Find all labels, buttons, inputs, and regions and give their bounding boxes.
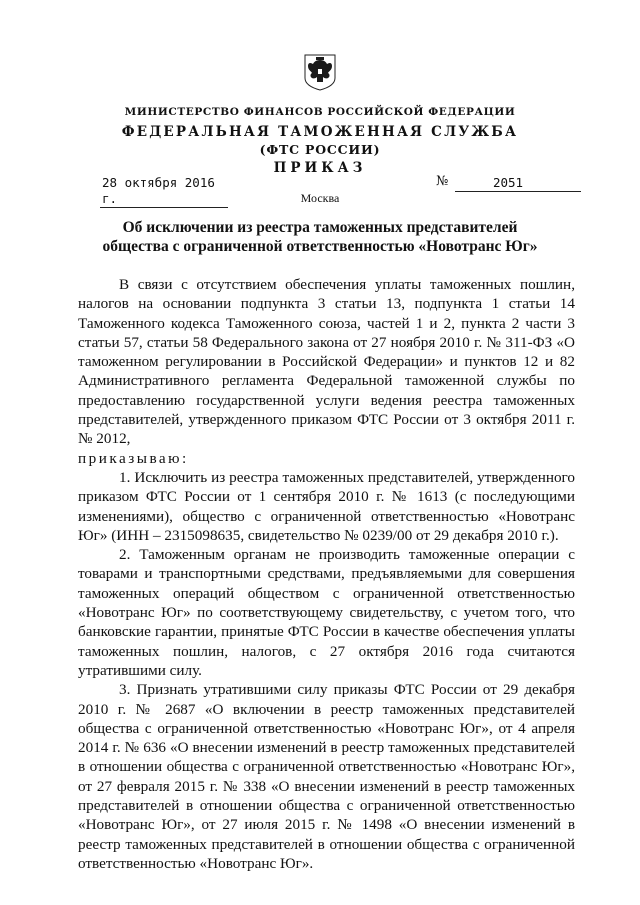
preamble-text: В связи с отсутствием обеспечения уплаты таможенных пошлин, налогов на основании подпункта 3 статьи 13, подпункта 1 статьи 14 Таможенного кодекса Таможенного союза, частей 1 и 2, пункта 2 части 3 статьи 57, статьи 58 Федерального закона от 27 ноября 2010 г. № 311-ФЗ «О таможенном регулировании в Российской Федерации» и пунктов 12 и 82 Административного регламента Федеральной таможенной службы по предоставлению государственной услуги ведения реестра таможенных представителей, утвержденного приказом ФТС России от 3 октября 2011 г. № 2012, [78, 276, 575, 448]
ministry-name: МИНИСТЕРСТВО ФИНАНСОВ РОССИЙСКОЙ ФЕДЕРАЦИИ [124, 106, 516, 118]
title-line-1: Об исключении из реестра таможенных представителей [122, 219, 518, 236]
document-title [80, 218, 560, 256]
item-paragraph-2: 2. Таможенным органам не производить таможенные операции с товарами и транспортными средствами, предъявляемыми для совершения таможенных операций обществом с ограниченной ответственностью «Новотранс Юг» по соответствующему свидетельству, с учетом того, что банковские гарантии, принятые ФТС России в качестве обеспечения уплаты таможенных пошлин, налогов, с 27 октября 2016 года считаются утратившими силу. [78, 546, 575, 679]
title-line-2: общества с ограниченной ответственностью «Новотранс Юг» [102, 238, 538, 255]
item-paragraph-3: 3. Признать утратившими силу приказы ФТС России от 29 декабря 2010 г. № 2687 «О включении в реестр таможенных представителей общества с ограниченной ответственностью «Новотранс Юг», от 4 апреля 2014 г. № 636 «О внесении изменений в реестр таможенных представителей в отношении общества с ограниченной ответственностью «Новотранс Юг», от 27 февраля 2015 г. № 338 «О внесении изменений в реестр таможенных представителей в отношении общества с ограниченной ответственностью «Новотранс Юг», от 27 июля 2015 г. № 1498 «О внесении изменений в реестр таможенных представителей в отношении общества с ограниченной ответственностью «Новотранс Юг». [78, 681, 575, 872]
order-date: 28 октября 2016 г. [100, 175, 228, 208]
document-body [78, 275, 575, 873]
document-type: ПРИКАЗ [273, 160, 367, 176]
number-label: № [436, 174, 449, 189]
agency-short-name: (ФТС РОССИИ) [259, 142, 381, 157]
russian-coat-of-arms-icon [302, 52, 338, 92]
agency-name: ФЕДЕРАЛЬНАЯ ТАМОЖЕННАЯ СЛУЖБА [121, 124, 519, 140]
order-number: 2051 [455, 175, 581, 192]
item-paragraph-1: 1. Исключить из реестра таможенных представителей, утвержденного приказом ФТС России от 1 сентября 2010 г. № 1613 (с последующими изменениями), общество с ограниченной ответственностью «Новотранс Юг» (ИНН – 2315098635, свидетельство № 0239/00 от 29 декабря 2010 г.). [78, 468, 575, 544]
order-word: приказываю: [78, 449, 189, 467]
city: Москва [300, 191, 340, 205]
preamble-paragraph [78, 275, 575, 468]
